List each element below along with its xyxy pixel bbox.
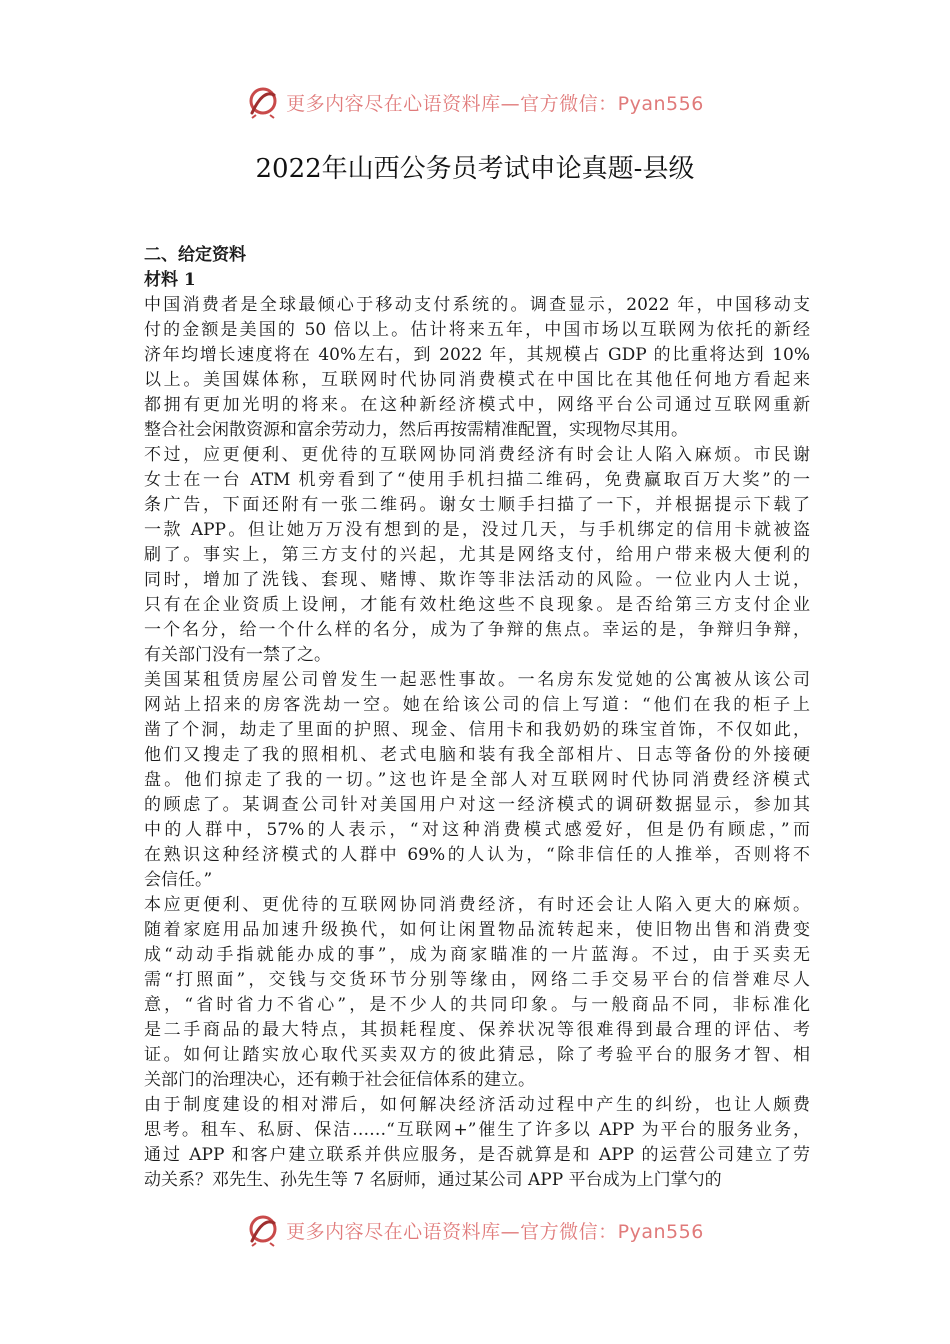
ribbon-logo-icon [246,85,280,119]
text-line: 的顾虑了。某调查公司针对美国用户对这一经济模式的调研数据显示，参加其 [144,795,810,815]
paragraph [144,443,810,668]
text-line: 证。如何让踏实放心取代买卖双方的彼此猜忌，除了考验平台的服务才智、相 [144,1045,810,1065]
text-line: 一个名分，给一个什么样的名分，成为了争辩的焦点。幸运的是，争辩归争辩， [144,620,810,640]
document-body [144,243,810,1193]
text-line: 一款 APP。但让她万万没有想到的是，没过几天，与手机绑定的信用卡就被盗 [144,520,810,540]
text-line: 有关部门没有一禁了之。 [144,645,331,665]
footer-watermark-text: 更多内容尽在心语资料库—官方微信：Pyan556 [286,1220,704,1243]
material-heading: 材料 1 [144,270,196,290]
text-line: 凿了个洞，劫走了里面的护照、现金、信用卡和我奶奶的珠宝首饰，不仅如此， [144,720,810,740]
text-line: 整合社会闲散资源和富余劳动力，然后再按需精准配置，实现物尽其用。 [144,420,688,440]
text-line: 意，“省时省力不省心”，是不少人的共同印象。与一般商品不同，非标准化 [144,995,810,1015]
text-line: 本应更便利、更优待的互联网协同消费经济，有时还会让人陷入更大的麻烦。 [144,895,810,915]
text-line: 都拥有更加光明的将来。在这种新经济模式中，网络平台公司通过互联网重新 [144,395,810,415]
text-line: 是二手商品的最大特点，其损耗程度、保养状况等很难得到最合理的评估、考 [144,1020,810,1040]
text-line: 条广告，下面还附有一张二维码。谢女士顺手扫描了一下，并根据提示下载了 [144,495,810,515]
text-line: 由于制度建设的相对滞后，如何解决经济活动过程中产生的纠纷，也让人颇费 [144,1095,810,1115]
text-line: 中的人群中，57%的人表示，“对这种消费模式感爱好，但是仍有顾虑，”而 [144,820,810,840]
text-line: 以上。美国媒体称，互联网时代协同消费模式在中国比在其他任何地方看起来 [144,370,810,390]
text-line: 关部门的治理决心，还有赖于社会征信体系的建立。 [144,1070,535,1090]
text-line: 刷了。事实上，第三方支付的兴起，尤其是网络支付，给用户带来极大便利的 [144,545,810,565]
header-watermark-banner [0,82,950,122]
text-line: 动关系？邓先生、孙先生等 7 名厨师，通过某公司 APP 平台成为上门掌勺的 [144,1170,722,1190]
text-line: 同时，增加了洗钱、套现、赌博、欺诈等非法活动的风险。一位业内人士说， [144,570,810,590]
section-heading: 二、给定资料 [144,245,246,265]
text-line: 随着家庭用品加速升级换代，如何让闲置物品流转起来，使旧物出售和消费变 [144,920,810,940]
header-watermark-text: 更多内容尽在心语资料库—官方微信：Pyan556 [286,92,704,115]
text-line: 网站上招来的房客洗劫一空。她在给该公司的信上写道：“他们在我的柜子上 [144,695,810,715]
paragraph [144,293,810,443]
text-line: 在熟识这种经济模式的人群中 69%的人认为，“除非信任的人推举，否则将不 [144,845,810,865]
text-line: 盘。他们掠走了我的一切。”这也许是全部人对互联网时代协同消费经济模式 [144,770,810,790]
text-line: 思考。租车、私厨、保洁……“互联网+”催生了许多以 APP 为平台的服务业务， [144,1120,810,1140]
text-line: 女士在一台 ATM 机旁看到了“使用手机扫描二维码，免费赢取百万大奖”的一 [144,470,810,490]
text-line: 只有在企业资质上设闸，才能有效杜绝这些不良现象。是否给第三方支付企业 [144,595,810,615]
text-line: 需“打照面”，交钱与交货环节分别等缘由，网络二手交易平台的信誉难尽人 [144,970,810,990]
text-line: 济年均增长速度将在 40%左右，到 2022 年，其规模占 GDP 的比重将达到 10% [144,345,810,365]
text-line: 不过，应更便利、更优待的互联网协同消费经济有时会让人陷入麻烦。市民谢 [144,445,810,465]
paragraph [144,1093,810,1193]
text-line: 中国消费者是全球最倾心于移动支付系统的。调查显示，2022 年，中国移动支 [144,295,810,315]
text-line: 美国某租赁房屋公司曾发生一起恶性事故。一名房东发觉她的公寓被从该公司 [144,670,810,690]
text-line: 会信任。” [144,870,213,890]
text-line: 他们又搜走了我的照相机、老式电脑和装有我全部相片、日志等备份的外接硬 [144,745,810,765]
footer-watermark-banner [0,1210,950,1250]
text-line: 成“动动手指就能办成的事”，成为商家瞄准的一片蓝海。不过，由于买卖无 [144,945,810,965]
text-line: 通过 APP 和客户建立联系并供应服务，是否就算是和 APP 的运营公司建立了劳 [144,1145,810,1165]
document-title: 2022年山西公务员考试申论真题-县级 [255,154,695,184]
paragraph [144,668,810,893]
paragraph-list [144,293,810,1193]
ribbon-logo-icon [246,1213,280,1247]
text-line: 付的金额是美国的 50 倍以上。估计将来五年，中国市场以互联网为依托的新经 [144,320,810,340]
paragraph [144,893,810,1093]
